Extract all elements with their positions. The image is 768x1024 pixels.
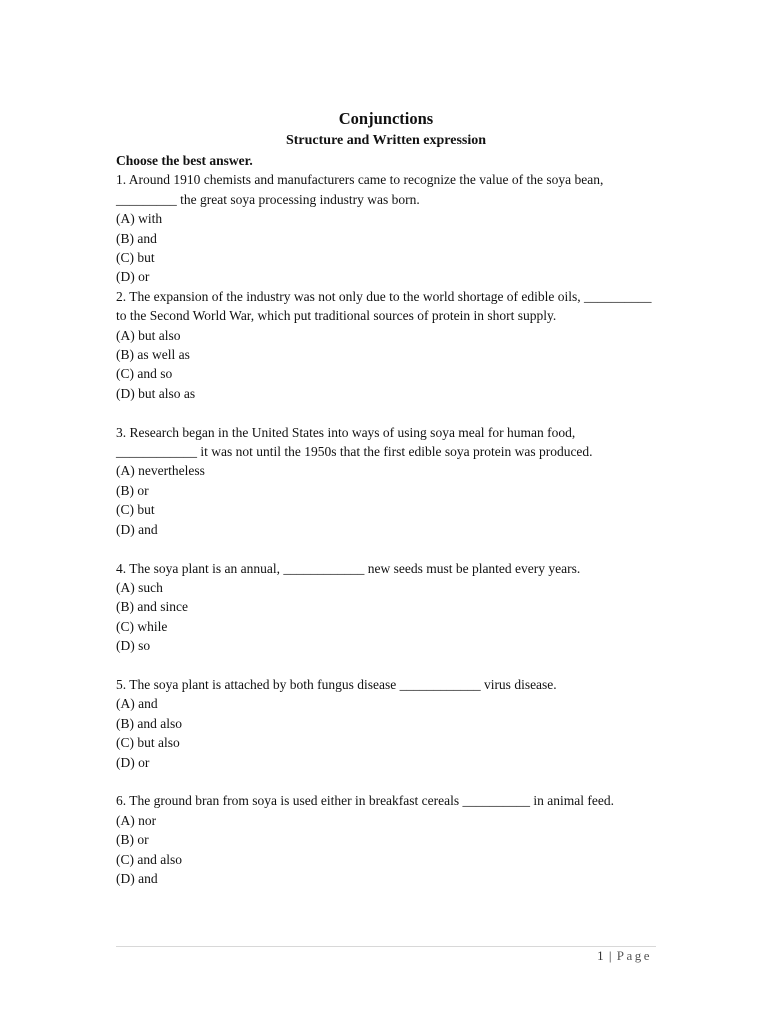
option-b: (B) and also [116, 715, 182, 731]
option-b: (B) as well as [116, 347, 190, 363]
page-number: 1 [597, 948, 604, 963]
option-b: (B) or [116, 482, 149, 498]
question-6 [116, 791, 656, 888]
page-subtitle: Structure and Written expression [285, 133, 487, 148]
instruction-text: Choose the best answer. [116, 153, 253, 168]
question-text: 2. The expansion of the industry was not only due to the world shortage of edible oils, __________ to the Second World War, which put traditional sources of protein in short supply. [116, 288, 652, 324]
option-c: (C) while [116, 618, 168, 634]
option-d: (D) and [116, 521, 158, 537]
option-d: (D) but also as [116, 385, 196, 401]
question-text: 1. Around 1910 chemists and manufacturers came to recognize the value of the soya bean, _________ the great soya processing industry was born. [116, 172, 604, 207]
page-label: Page [616, 948, 652, 963]
question-text: 4. The soya plant is an annual, ____________ new seeds must be planted every years. [116, 560, 581, 576]
option-d: (D) or [116, 754, 150, 770]
question-4 [116, 559, 656, 656]
question-1 [116, 170, 656, 286]
option-b: (B) and since [116, 599, 188, 615]
option-a: (A) but also [116, 327, 181, 343]
option-b: (B) and [116, 230, 157, 246]
option-a: (A) nevertheless [116, 463, 205, 479]
question-3 [116, 423, 656, 539]
footer-divider [116, 946, 656, 947]
option-a: (A) with [116, 211, 163, 227]
question-5 [116, 675, 656, 772]
page-title: Conjunctions [338, 109, 434, 128]
option-c: (C) but [116, 250, 155, 266]
question-2 [116, 287, 656, 403]
option-d: (D) and [116, 870, 158, 886]
option-a: (A) nor [116, 812, 157, 828]
option-c: (C) but [116, 502, 155, 518]
option-c: (C) and so [116, 366, 173, 382]
option-d: (D) or [116, 269, 150, 285]
question-text: 3. Research began in the United States into ways of using soya meal for human food, ____________ it was not until the 1950s that the first edible soya protein was produced. [116, 424, 593, 460]
question-text: 6. The ground bran from soya is used either in breakfast cereals __________ in animal feed. [116, 793, 614, 809]
option-b: (B) or [116, 832, 149, 848]
option-d: (D) so [116, 638, 151, 654]
document-page [116, 108, 656, 888]
footer-separator: | [608, 948, 612, 963]
page-footer [597, 947, 652, 965]
question-text: 5. The soya plant is attached by both fungus disease ____________ virus disease. [116, 676, 557, 692]
option-a: (A) such [116, 579, 163, 595]
option-c: (C) and also [116, 851, 182, 867]
option-a: (A) and [116, 696, 158, 712]
option-c: (C) but also [116, 735, 180, 751]
